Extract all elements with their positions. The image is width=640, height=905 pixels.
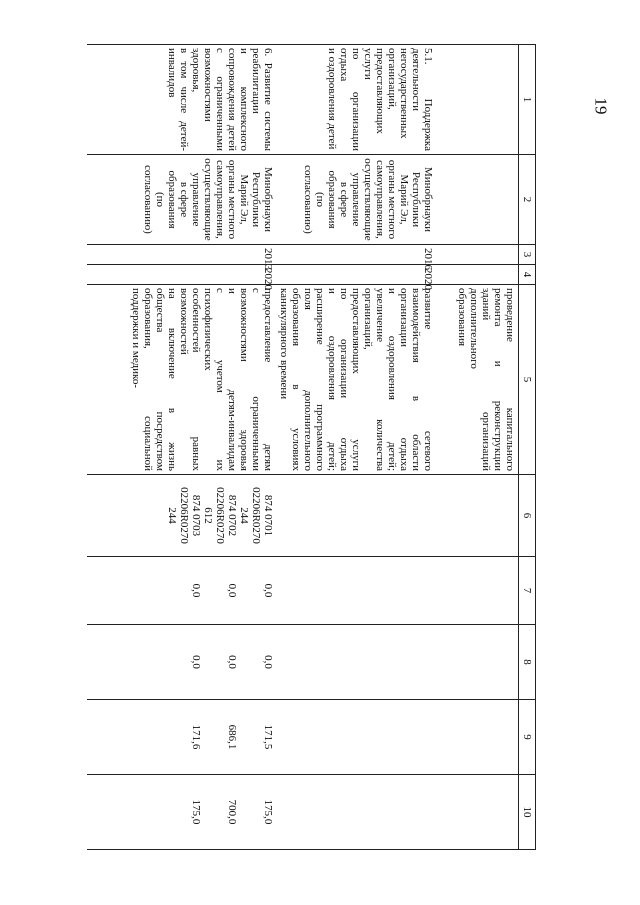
cell-value: 686,1: [226, 724, 238, 750]
cell-line: органы местного: [386, 159, 398, 240]
cell-line: расширение программного: [314, 288, 326, 471]
cell-value: [202, 628, 214, 696]
cell-line: организации отдыха: [398, 288, 410, 471]
cell-value: [238, 703, 250, 771]
cell-line: Минобрнауки: [262, 166, 274, 233]
cell-value: [250, 560, 262, 621]
cell-line: по организации отдыха: [338, 48, 362, 151]
cell-value: 0,0: [262, 583, 274, 598]
cell-value: [250, 703, 262, 771]
cell-col-9: [87, 700, 276, 775]
cell-value: 175,0: [262, 799, 274, 825]
cell-value: 171,6: [190, 724, 202, 750]
col-header-2: 2: [519, 155, 536, 245]
cell-value: 874 0703: [190, 494, 202, 537]
cell-line: в том числе детей-: [178, 48, 190, 151]
cell-value: 874 0702: [226, 494, 238, 537]
cell-line: на включение в жизнь: [166, 288, 178, 471]
cell-value: 0,0: [226, 583, 238, 598]
cell-col-7: [87, 557, 276, 625]
cell-value: [214, 628, 226, 696]
cell-value: 171,5: [262, 724, 274, 750]
cell-value: 244: [238, 507, 250, 524]
cell-col-6: [436, 475, 519, 557]
cell-line: психофизических: [202, 288, 214, 371]
cell-line: реабилитации: [250, 48, 262, 114]
cell-col-3: [436, 245, 519, 265]
cell-col-10: [276, 775, 436, 850]
cell-col-1: [276, 45, 436, 155]
cell-line: образования в условиях: [290, 288, 302, 471]
cell-line: негосударственных: [398, 48, 410, 139]
cell-line: Марий Эл,: [398, 174, 410, 225]
table-row: [87, 45, 276, 850]
cell-value: [214, 778, 226, 846]
cell-line: самоуправления,: [374, 160, 386, 239]
cell-line: предоставляющих услуги: [362, 48, 386, 134]
cell-value: [250, 778, 262, 846]
cell-line: в сфере: [338, 181, 350, 218]
cell-col-10: [436, 775, 519, 850]
cell-col-3: 2016: [276, 245, 436, 265]
cell-value: [238, 560, 250, 621]
cell-col-8: [276, 625, 436, 700]
cell-line: 5.1. Поддержка: [422, 48, 434, 151]
cell-col-7: [436, 557, 519, 625]
cell-line: с учетом их: [214, 288, 226, 471]
cell-col-2: [436, 155, 519, 245]
cell-line: по организации отдыха: [338, 288, 350, 471]
cell-col-9: [276, 700, 436, 775]
cell-line: образования: [166, 170, 178, 229]
cell-col-1: [436, 45, 519, 155]
cell-line: осуществляющие: [202, 158, 214, 241]
col-header-7: 7: [519, 557, 536, 625]
cell-line: возможностей: [178, 288, 190, 355]
cell-value: 0,0: [190, 583, 202, 598]
cell-line: Минобрнауки: [422, 166, 434, 233]
cell-value: [202, 703, 214, 771]
cell-line: в сфере: [178, 181, 190, 218]
cell-line: предоставляющих услуги: [350, 288, 362, 471]
cell-line: каникулярного времени: [278, 288, 290, 400]
cell-line: самоуправления,: [214, 160, 226, 239]
cell-value: 175,0: [190, 799, 202, 825]
cell-line: образования: [326, 170, 338, 229]
cell-col-4: 2020: [87, 265, 276, 285]
cell-value: 02206R0270: [178, 487, 190, 544]
cell-line: дополнительного: [468, 288, 480, 369]
cell-col-9: [436, 700, 519, 775]
cell-line: управление: [190, 172, 202, 227]
cell-col-7: [276, 557, 436, 625]
cell-value: 02206R0270: [250, 487, 262, 544]
cell-line: зданий организаций: [480, 288, 492, 471]
cell-value: 874 0701: [262, 494, 274, 537]
cell-line: образования, социальной: [142, 288, 154, 471]
cell-line: управление: [350, 172, 362, 227]
cell-line: возможностями здоровья,: [190, 48, 214, 122]
cell-col-2: [87, 155, 276, 245]
cell-line: проведение капитального: [504, 288, 516, 471]
cell-line: и детям-инвалидам: [226, 288, 238, 471]
cell-line: предоставление детям: [262, 288, 274, 471]
cell-line: Республики: [410, 171, 422, 228]
cell-line: особенностей равных: [190, 288, 202, 471]
table-row: [436, 45, 519, 850]
cell-value: 02206R0270: [214, 487, 226, 544]
cell-line: осуществляющие: [362, 158, 374, 241]
cell-col-5: [276, 285, 436, 475]
cell-value: [214, 703, 226, 771]
cell-line: и оздоровления детей: [326, 48, 338, 150]
cell-line: Марий Эл,: [238, 174, 250, 225]
cell-value: [202, 560, 214, 621]
budget-table-sheet: [108, 44, 536, 849]
cell-col-6: [276, 475, 436, 557]
cell-value: 0,0: [190, 655, 202, 669]
col-header-3: 3: [519, 245, 536, 265]
cell-line: и оздоровления детей;: [326, 288, 338, 471]
cell-line: с ограниченными: [250, 288, 262, 471]
cell-line: органы местного: [226, 159, 238, 240]
cell-line: Республики: [250, 171, 262, 228]
cell-col-6: [87, 475, 276, 557]
cell-value: [238, 778, 250, 846]
cell-line: общества посредством: [154, 288, 166, 471]
cell-line: (по согласованию): [142, 165, 166, 234]
cell-line: увеличение количества: [374, 288, 386, 471]
cell-col-3: 2013: [87, 245, 276, 265]
page-number: 19: [591, 97, 611, 115]
cell-line: развитие сетевого: [422, 288, 434, 471]
cell-line: 6. Развитие системы: [262, 48, 274, 151]
column-number-row: [519, 45, 536, 850]
cell-value: [250, 628, 262, 696]
cell-value: 0,0: [226, 655, 238, 669]
cell-col-4: 2020: [276, 265, 436, 285]
cell-line: и оздоровления детей;: [386, 288, 398, 471]
cell-col-8: [436, 625, 519, 700]
cell-line: поддержки и медико-: [130, 288, 142, 388]
cell-col-5: [436, 285, 519, 475]
cell-line: организаций,: [362, 288, 374, 350]
cell-line: образования: [456, 288, 468, 347]
cell-line: инвалидов: [166, 48, 178, 98]
col-header-10: 10: [519, 775, 536, 850]
cell-col-4: [436, 265, 519, 285]
cell-line: согласованию): [302, 165, 314, 234]
cell-value: 0,0: [262, 655, 274, 669]
cell-value: [202, 778, 214, 846]
cell-line: и комплексного: [238, 48, 250, 151]
cell-value: 612: [202, 507, 214, 524]
cell-value: [214, 560, 226, 621]
measures-table: [87, 44, 536, 850]
cell-line: деятельности: [410, 48, 422, 111]
cell-line: организаций,: [386, 48, 398, 110]
cell-line: сопровождения детей: [226, 48, 238, 151]
cell-line: ремонта и реконструкции: [492, 288, 504, 471]
cell-col-5: [87, 285, 276, 475]
cell-col-8: [87, 625, 276, 700]
col-header-4: 4: [519, 265, 536, 285]
cell-line: с ограниченными: [214, 48, 226, 151]
cell-line: взаимодействия в области: [410, 288, 422, 471]
col-header-1: 1: [519, 45, 536, 155]
cell-col-2: [276, 155, 436, 245]
cell-col-1: [87, 45, 276, 155]
cell-value: 700,0: [226, 799, 238, 825]
cell-line: (по: [314, 191, 326, 208]
col-header-9: 9: [519, 700, 536, 775]
cell-line: поля дополнительного: [302, 288, 314, 471]
table-row: [276, 45, 436, 850]
col-header-8: 8: [519, 625, 536, 700]
cell-value: [238, 628, 250, 696]
cell-line: возможностями здоровья: [238, 288, 250, 471]
col-header-5: 5: [519, 285, 536, 475]
cell-value: 244: [166, 507, 178, 524]
cell-col-10: [87, 775, 276, 850]
col-header-6: 6: [519, 475, 536, 557]
